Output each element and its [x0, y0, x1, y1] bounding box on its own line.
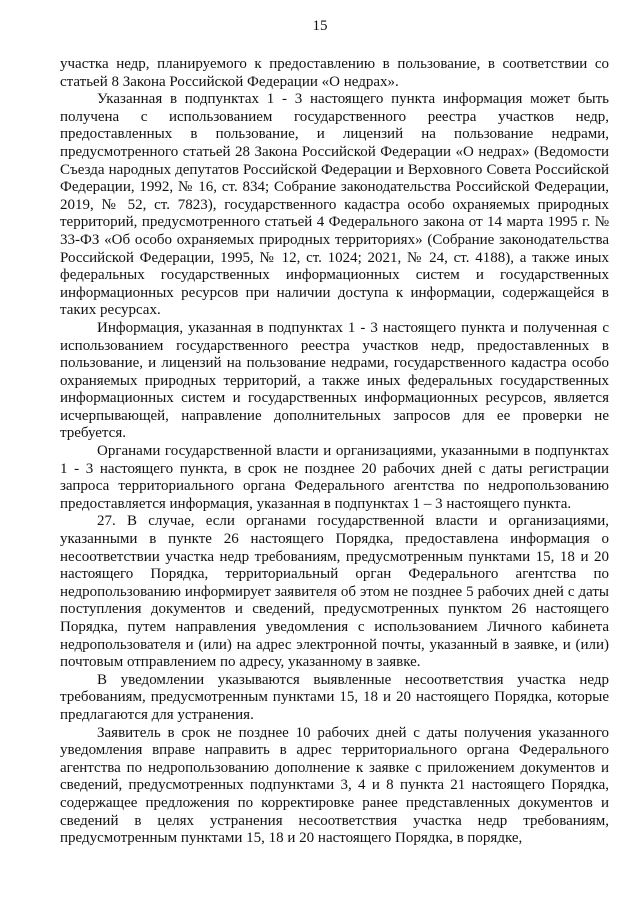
paragraph-response-deadline: Органами государственной власти и организациями, указанными в подпунктах 1 - 3 настоящего пункта, в срок не позднее 20 рабочих дней с даты регистрации запроса территориального органа Федерального агентства по недропользованию предоставляется информация, указанная в подпунктах 1 – 3 настоящего пункта.: [60, 443, 609, 512]
paragraph-information-sources: Указанная в подпунктах 1 - 3 настоящего пункта информация может быть получена с использованием государственного реестра участков недр, предоставленных в пользование, и лицензий на пользование недрами, предусмотренного статьей 28 Закона Российской Федерации «О недрах» (Ведомости Съезда народных депутатов Российской Федерации и Верховного Совета Российской Федерации, 1992, № 16, ст. 834; Собрание законодательства Российской Федерации, 2019, № 52, ст. 7823), государственного кадастра особо охраняемых природных территорий, предусмотренного статьей 4 Федерального закона от 14 марта 1995 г. № 33-ФЗ «Об особо охраняемых природных территориях» (Собрание законодательства Российской Федерации, 1995, № 12, ст. 1024; 2021, № 24, ст. 4188), а также иных федеральных государственных информационных систем и государственных информационных ресурсов при наличии доступа к информации, содержащейся в таких ресурсах.: [60, 91, 609, 319]
paragraph-applicant-supplement: Заявитель в срок не позднее 10 рабочих дней с даты получения указанного уведомления вправе направить в адрес территориального органа Федерального агентства по недропользованию дополнение к заявке с приложением документов и сведений, предусмотренных подпунктами 3, 4 и 8 пункта 21 настоящего Порядка, содержащее предложения по корректировке ранее представленных документов и сведений в целях устранения несоответствия участка недр требованиям, предусмотренным пунктами 15, 18 и 20 настоящего Порядка, в порядке,: [60, 724, 609, 847]
paragraph-information-exhaustive: Информация, указанная в подпунктах 1 - 3 настоящего пункта и полученная с использованием государственного реестра участков недр, предоставленных в пользование, и лицензий на пользование недрами, государственного кадастра особо охраняемых природных территорий, а также иных федеральных государственных информационных систем и государственных информационных ресурсов, является исчерпывающей, направление дополнительных запросов для ее проверки не требуется.: [60, 319, 609, 442]
paragraph-item-27: 27. В случае, если органами государственной власти и организациями, указанными в пункте 26 настоящего Порядка, предоставлена информация о несоответствии участка недр требованиям, предусмотренным пунктами 15, 18 и 20 настоящего Порядка, территориальный орган Федерального агентства по недропользованию информирует заявителя об этом не позднее 5 рабочих дней с даты поступления документов и сведений, предусмотренных пунктом 26 настоящего Порядка, путем направления уведомления с использованием Личного кабинета недропользователя и (или) на адрес электронной почты, указанный в заявке, и (или) почтовым отправлением по адресу, указанному в заявке.: [60, 513, 609, 671]
document-body: [60, 56, 609, 848]
paragraph-notification-content: В уведомлении указываются выявленные несоответствия участка недр требованиям, предусмотренным пунктами 15, 18 и 20 настоящего Порядка, которые предлагаются для устранения.: [60, 671, 609, 723]
page-number: 15: [312, 18, 328, 34]
paragraph-continuation: участка недр, планируемого к предоставлению в пользование, в соответствии со статьей 8 Закона Российской Федерации «О недрах».: [60, 56, 609, 90]
